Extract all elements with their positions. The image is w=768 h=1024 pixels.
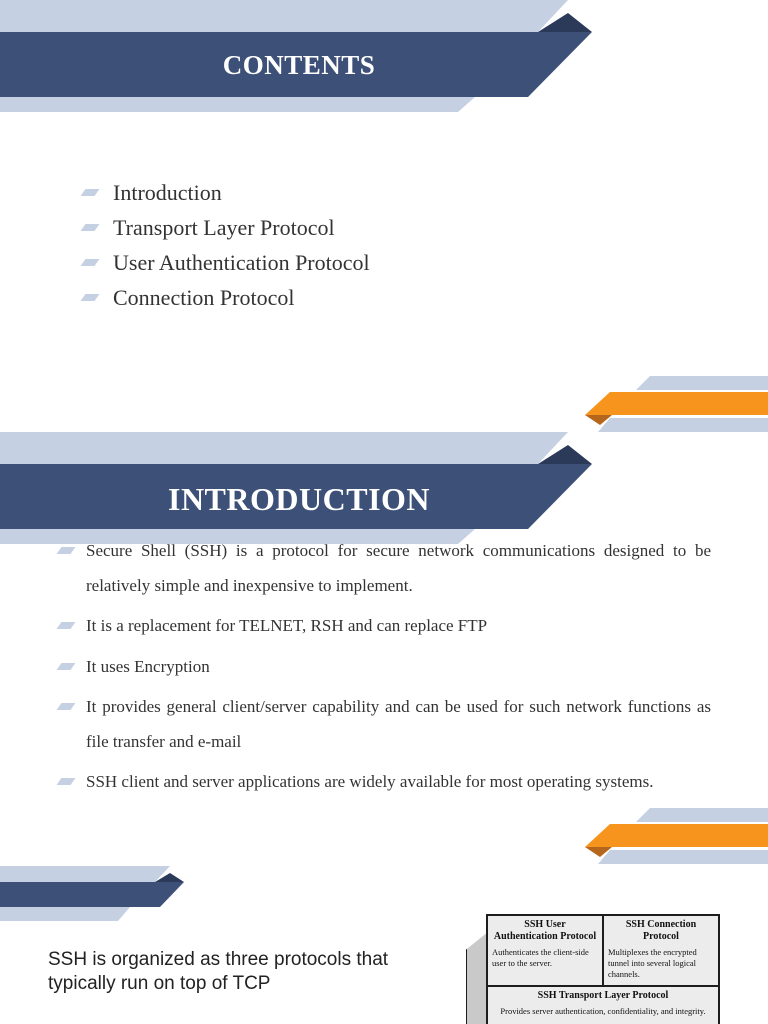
list-item: [80, 280, 370, 315]
corner-accent-light-top: [636, 376, 768, 390]
slide-contents: [0, 0, 768, 432]
list-item: [80, 175, 370, 210]
list-item-text: Secure Shell (SSH) is a protocol for secure network communications designed to be relatively simple and inexpensive to implement.: [86, 541, 711, 595]
bullet-icon: [57, 663, 76, 670]
transport-protocol-title: SSH Transport Layer Protocol: [537, 990, 669, 1001]
list-item-text: It provides general client/server capability and can be used for such network functions as file transfer and e-mail: [86, 697, 711, 751]
bullet-icon: [57, 622, 76, 629]
list-item-text: User Authentication Protocol: [113, 250, 370, 275]
auth-protocol-title: SSH User Authentication Protocol: [493, 919, 597, 942]
title-band-bottom-light: [0, 907, 130, 921]
slide-introduction: [0, 432, 768, 864]
bullet-icon: [57, 778, 76, 785]
contents-list: [80, 175, 370, 315]
list-item-text: It is a replacement for TELNET, RSH and can replace FTP: [86, 616, 488, 635]
connection-protocol-title: SSH Connection Protocol: [625, 919, 697, 942]
corner-accent-light-bottom: [598, 850, 768, 864]
list-item: [80, 245, 370, 280]
list-item: [55, 534, 711, 603]
bullet-icon: [57, 547, 76, 554]
list-item: [55, 690, 711, 759]
bullet-icon: [81, 294, 100, 301]
title-band: [0, 882, 184, 907]
ssh-protocol-stack-diagram: [466, 914, 726, 1024]
title-band-top-light: [0, 866, 170, 882]
auth-protocol-box: [486, 914, 604, 987]
intro-list: [55, 534, 711, 806]
list-item-text: It uses Encryption: [86, 656, 210, 676]
list-item-text: Introduction: [113, 180, 222, 205]
corner-accent-orange: [585, 824, 768, 847]
bullet-icon: [81, 259, 100, 266]
list-item-text: SSH client and server applications are widely available for most operating systems.: [86, 772, 654, 791]
corner-accent-orange: [585, 392, 768, 415]
transport-protocol-desc: Provides server authentication, confidentiality, and integrity.: [500, 1006, 706, 1016]
connection-protocol-desc: Multiplexes the encrypted tunnel into several logical channels.: [608, 947, 697, 979]
intro-text: SSH is organized as three protocols that typically run on top of TCP: [48, 949, 389, 994]
corner-accent-light-top: [636, 808, 768, 822]
transport-protocol-box: [486, 985, 720, 1024]
list-item: [55, 650, 711, 685]
slide-title: CONTENTS: [222, 50, 376, 80]
connection-protocol-box: [602, 914, 720, 987]
diagram-side-face: [466, 932, 488, 1024]
list-item: [55, 765, 711, 800]
title-band-top-light: [0, 432, 568, 464]
auth-protocol-desc: Authenticates the client-side user to the server.: [492, 947, 589, 968]
bullet-icon: [81, 224, 100, 231]
slide-title: INTRODUCTION: [167, 481, 431, 517]
slide-ssh-organization: [0, 864, 768, 1024]
list-item-text: Connection Protocol: [113, 285, 295, 310]
title-band-bottom-light: [0, 97, 475, 112]
bullet-icon: [57, 703, 76, 710]
title-band-top-light: [0, 0, 568, 32]
list-item-text: Transport Layer Protocol: [113, 215, 335, 240]
list-item: [80, 210, 370, 245]
list-item: [55, 609, 711, 644]
corner-accent-light-bottom: [598, 418, 768, 432]
bullet-icon: [81, 189, 100, 196]
